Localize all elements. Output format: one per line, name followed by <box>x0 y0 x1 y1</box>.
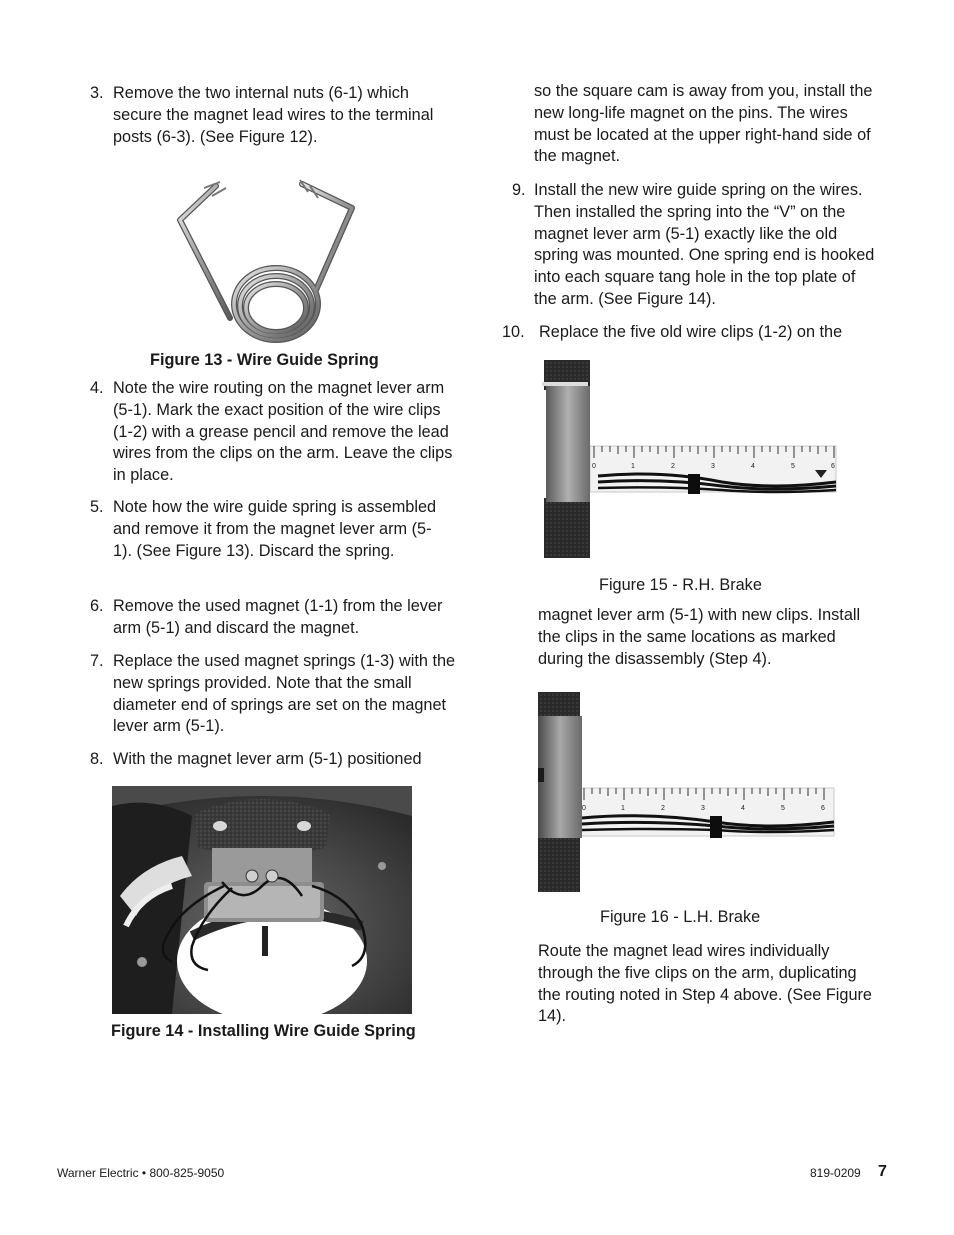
step-text: Remove the two internal nuts (6-1) which secure the magnet lead wires to the terminal posts (6-3). (See Figure 12). <box>113 84 434 146</box>
figure-14-brake-assembly-image <box>112 786 412 1014</box>
footer-doc-number: 819-0209 <box>810 1166 861 1180</box>
figure-16-caption: Figure 16 - L.H. Brake <box>600 908 761 926</box>
step-text: Replace the five old wire clips (1-2) on the <box>539 323 843 341</box>
step-8-continued: so the square cam is away from you, install the new long-life magnet on the pins. The wires must be located at the upper right-hand side of the magnet. <box>534 82 873 166</box>
ruler-mark: 5 <box>791 463 795 470</box>
step-text: Install the new wire guide spring on the wires. Then installed the spring into the “V” on the magnet lever arm (5-1) exactly like the old spring was mounted. One spring end is hooked into each square tang hole in the top plate of the arm. (See Figure 14). <box>534 181 875 308</box>
ruler-mark: 0 <box>592 463 596 470</box>
ruler-mark: 3 <box>701 805 705 812</box>
ruler-mark: 4 <box>751 463 755 470</box>
ruler-mark: 2 <box>661 805 665 812</box>
step-text: Replace the used magnet springs (1-3) with the new springs provided. Note that the small diameter end of springs are set on the magnet lever arm (5-1). <box>113 652 456 736</box>
step-number: 3. <box>90 84 104 102</box>
ruler-mark: 2 <box>671 463 675 470</box>
ruler-mark: 1 <box>621 805 625 812</box>
page-number: 7 <box>878 1163 887 1180</box>
ruler-mark: 5 <box>781 805 785 812</box>
ruler-mark: 0 <box>582 805 586 812</box>
figure-13-caption: Figure 13 - Wire Guide Spring <box>150 351 379 369</box>
ruler-mark: 4 <box>741 805 745 812</box>
routing-instructions: Route the magnet lead wires individually through the five clips on the arm, duplicating the routing noted in Step 4 above. (See Figure 14). <box>538 942 872 1026</box>
figure-15-caption: Figure 15 - R.H. Brake <box>599 576 762 594</box>
footer-company-phone: Warner Electric • 800-825-9050 <box>57 1166 225 1180</box>
step-number: 10. <box>502 323 525 341</box>
ruler-mark: 6 <box>831 463 835 470</box>
ruler-mark: 3 <box>711 463 715 470</box>
step-number: 4. <box>90 379 104 397</box>
step-number: 9. <box>512 181 526 199</box>
figure-15-rh-brake-image <box>542 358 838 560</box>
step-number: 6. <box>90 597 104 615</box>
step-text: Remove the used magnet (1-1) from the lever arm (5-1) and discard the magnet. <box>113 597 443 637</box>
step-number: 8. <box>90 750 104 768</box>
figure-14-caption: Figure 14 - Installing Wire Guide Spring <box>111 1022 416 1040</box>
step-text: Note how the wire guide spring is assembled and remove it from the magnet lever arm (5-1). (See Figure 13). Discard the spring. <box>113 498 437 560</box>
figure-13-wire-guide-spring-image <box>168 178 364 350</box>
ruler-mark: 6 <box>821 805 825 812</box>
step-number: 5. <box>90 498 104 516</box>
step-number: 7. <box>90 652 104 670</box>
step-text: With the magnet lever arm (5-1) positioned <box>113 750 422 768</box>
figure-16-lh-brake-image <box>536 690 836 894</box>
step-text: Note the wire routing on the magnet lever arm (5-1). Mark the exact position of the wire clips (1-2) with a grease pencil and remove the lead wires from the clips on the arm. Leave the clips in place. <box>113 379 453 485</box>
step-10-continued: magnet lever arm (5-1) with new clips. Install the clips in the same locations as marked during the disassembly (Step 4). <box>538 606 861 668</box>
ruler-mark: 1 <box>631 463 635 470</box>
